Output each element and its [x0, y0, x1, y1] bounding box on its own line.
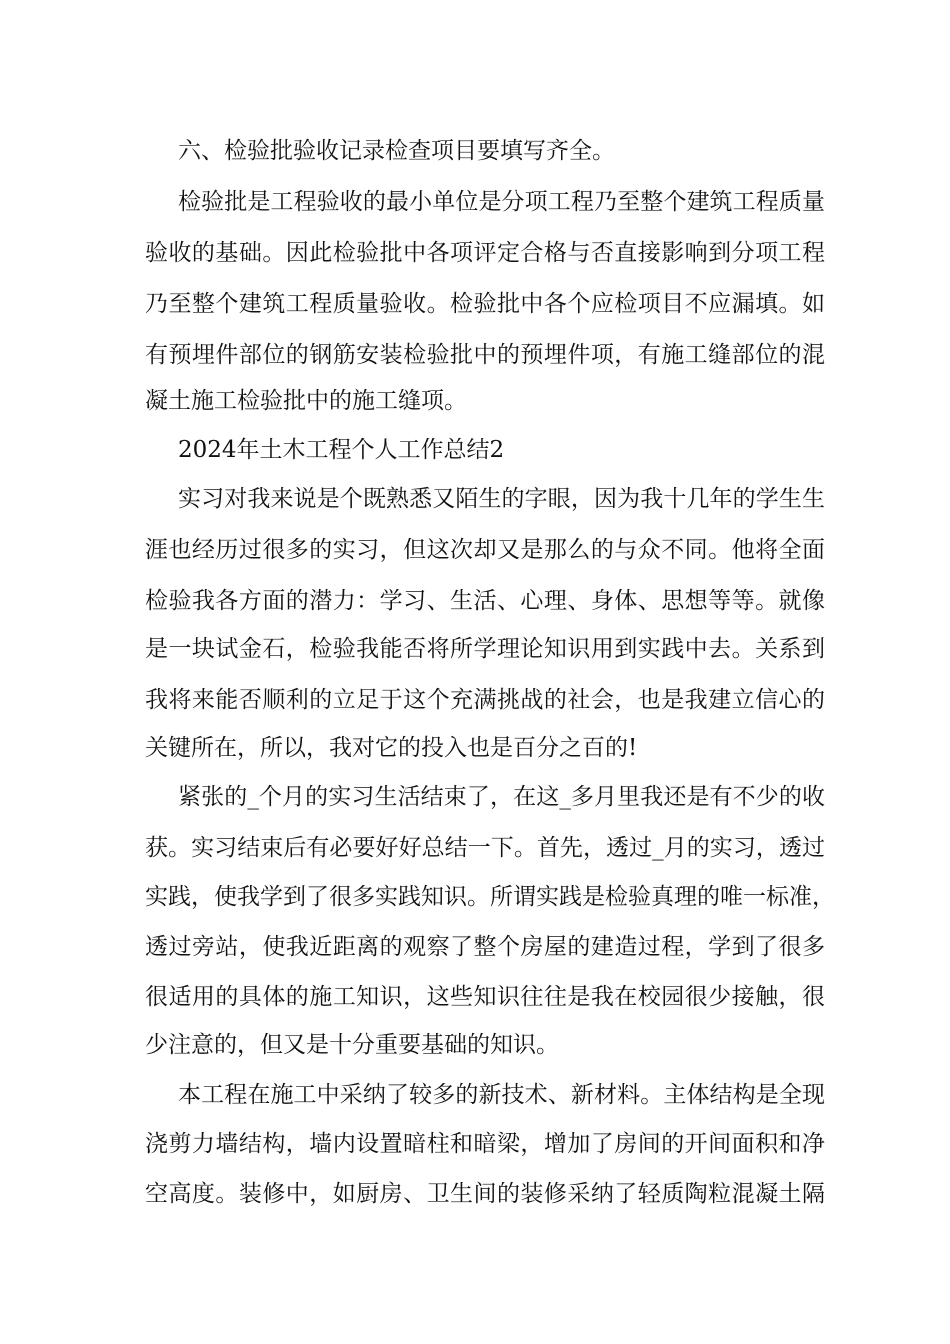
- paragraph-line: 浇剪力墙结构，墙内设置暗柱和暗梁，增加了房间的开间面积和净: [145, 1131, 825, 1157]
- paragraph-line: 涯也经历过很多的实习，但这次却又是那么的与众不同。他将全面: [145, 537, 825, 563]
- paragraph-line: 少注意的，但又是十分重要基础的知识。: [145, 1032, 559, 1058]
- paragraph-line: 验收的基础。因此检验批中各项评定合格与否直接影响到分项工程: [145, 240, 825, 266]
- paragraph-line: 紧张的_个月的实习生活结束了，在这_多月里我还是有不少的收: [178, 784, 825, 810]
- paragraph-line: 我将来能否顺利的立足于这个充满挑战的社会，也是我建立信心的: [145, 687, 825, 713]
- paragraph-line: 凝土施工检验批中的施工缝项。: [145, 388, 467, 414]
- paragraph-line: 关键所在，所以，我对它的投入也是百分之百的!: [145, 735, 638, 761]
- paragraph-line: 乃至整个建筑工程质量验收。检验批中各个应检项目不应漏填。如: [145, 291, 825, 317]
- paragraph-line: 实践，使我学到了很多实践知识。所谓实践是检验真理的唯一标准，: [145, 884, 835, 910]
- paragraph-line: 检验批是工程验收的最小单位是分项工程乃至整个建筑工程质量: [178, 189, 825, 215]
- paragraph-line: 是一块试金石，检验我能否将所学理论知识用到实践中去。关系到: [145, 636, 825, 662]
- paragraph-line: 实习对我来说是个既熟悉又陌生的字眼，因为我十几年的学生生: [178, 486, 825, 512]
- section-heading-six: 六、检验批验收记录检查项目要填写齐全。: [178, 138, 615, 164]
- paragraph-line: 透过旁站，使我近距离的观察了整个房屋的建造过程，学到了很多: [145, 934, 825, 960]
- paragraph-line: 有预埋件部位的钢筋安装检验批中的预埋件项，有施工缝部位的混: [145, 342, 825, 368]
- paragraph-line: 获。实习结束后有必要好好总结一下。首先，透过_月的实习，透过: [145, 835, 825, 861]
- paragraph-line: 空高度。装修中，如厨房、卫生间的装修采纳了轻质陶粒混凝土隔: [145, 1181, 825, 1207]
- paragraph-line: 本工程在施工中采纳了较多的新技术、新材料。主体结构是全现: [178, 1082, 825, 1108]
- paragraph-line: 很适用的具体的施工知识，这些知识往往是我在校园很少接触，很: [145, 984, 825, 1010]
- paragraph-line: 检验我各方面的潜力：学习、生活、心理、身体、思想等等。就像: [145, 588, 825, 614]
- document-subtitle: 2024年土木工程个人工作总结2: [178, 437, 505, 463]
